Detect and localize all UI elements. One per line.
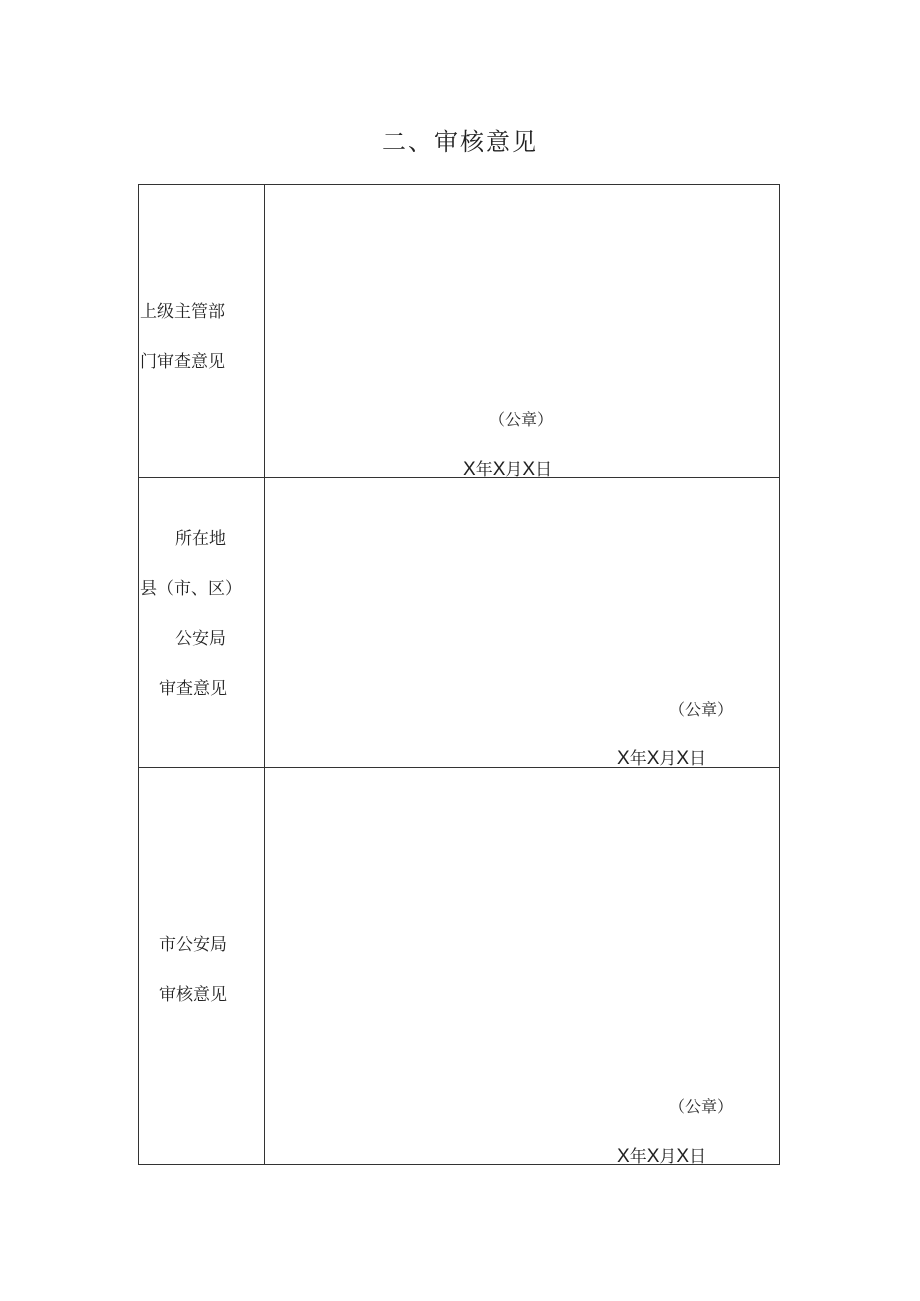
table-row-supervisor-review — [139, 185, 779, 478]
opinion-content-area[interactable] — [265, 185, 779, 480]
row-label-line: 所在地 — [175, 529, 226, 549]
signature-date: X年X月X日 — [617, 1146, 707, 1167]
opinion-content-area[interactable] — [265, 768, 779, 1167]
official-seal-label: （公章） — [669, 1097, 734, 1116]
row-label-cell — [139, 185, 265, 477]
row-label-line: 市公安局 — [159, 935, 227, 955]
row-label-line: 审查意见 — [159, 679, 227, 699]
row-label-line: 审核意见 — [159, 985, 227, 1005]
official-seal-label: （公章） — [489, 410, 554, 429]
signature-date: X年X月X日 — [463, 459, 553, 480]
opinion-content-area[interactable] — [265, 478, 779, 767]
row-label-cell — [139, 478, 265, 767]
table-row-county-police-review — [139, 478, 779, 768]
row-label-line: 县（市、区） — [140, 579, 242, 599]
signature-date: X年X月X日 — [617, 748, 707, 769]
row-label-line: 上级主管部 — [140, 302, 225, 322]
table-row-city-police-review — [139, 768, 779, 1167]
row-label-line: 公安局 — [175, 629, 226, 649]
row-label-line: 门审查意见 — [140, 352, 225, 372]
review-opinions-table — [138, 184, 780, 1165]
page-title: 二、审核意见 — [382, 128, 538, 156]
official-seal-label: （公章） — [669, 700, 734, 719]
row-label-cell — [139, 768, 265, 1164]
